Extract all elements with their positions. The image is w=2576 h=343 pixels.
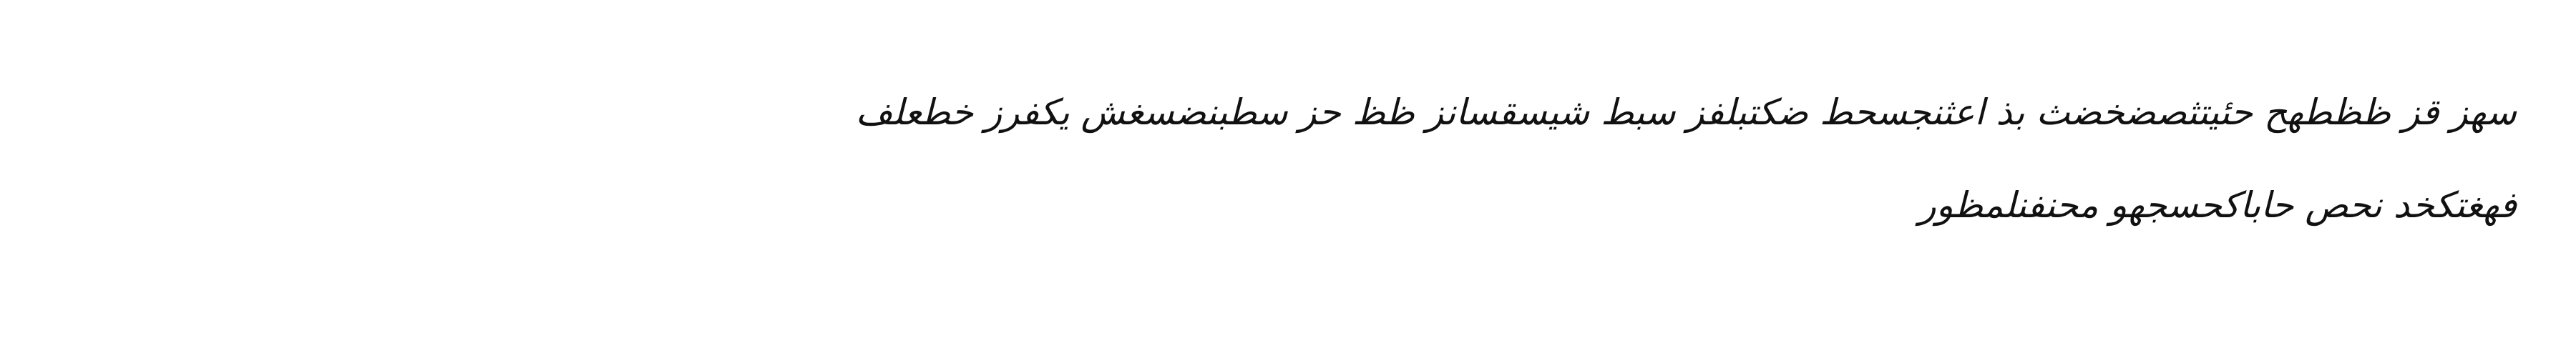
text-line-2: فهغتكخد نحص حاباكحسجهو محنفنلمظور: [1918, 184, 2517, 226]
arabic-text-block: [327, 66, 2517, 252]
text-line-1: سهز قز ظظطهح حئيتثصضخضث بذ اعثنجسحط ضكتبلفز سبط شيسقسانز ظظ حز سطبنضسغش يكفرز خطعلف: [855, 91, 2517, 133]
